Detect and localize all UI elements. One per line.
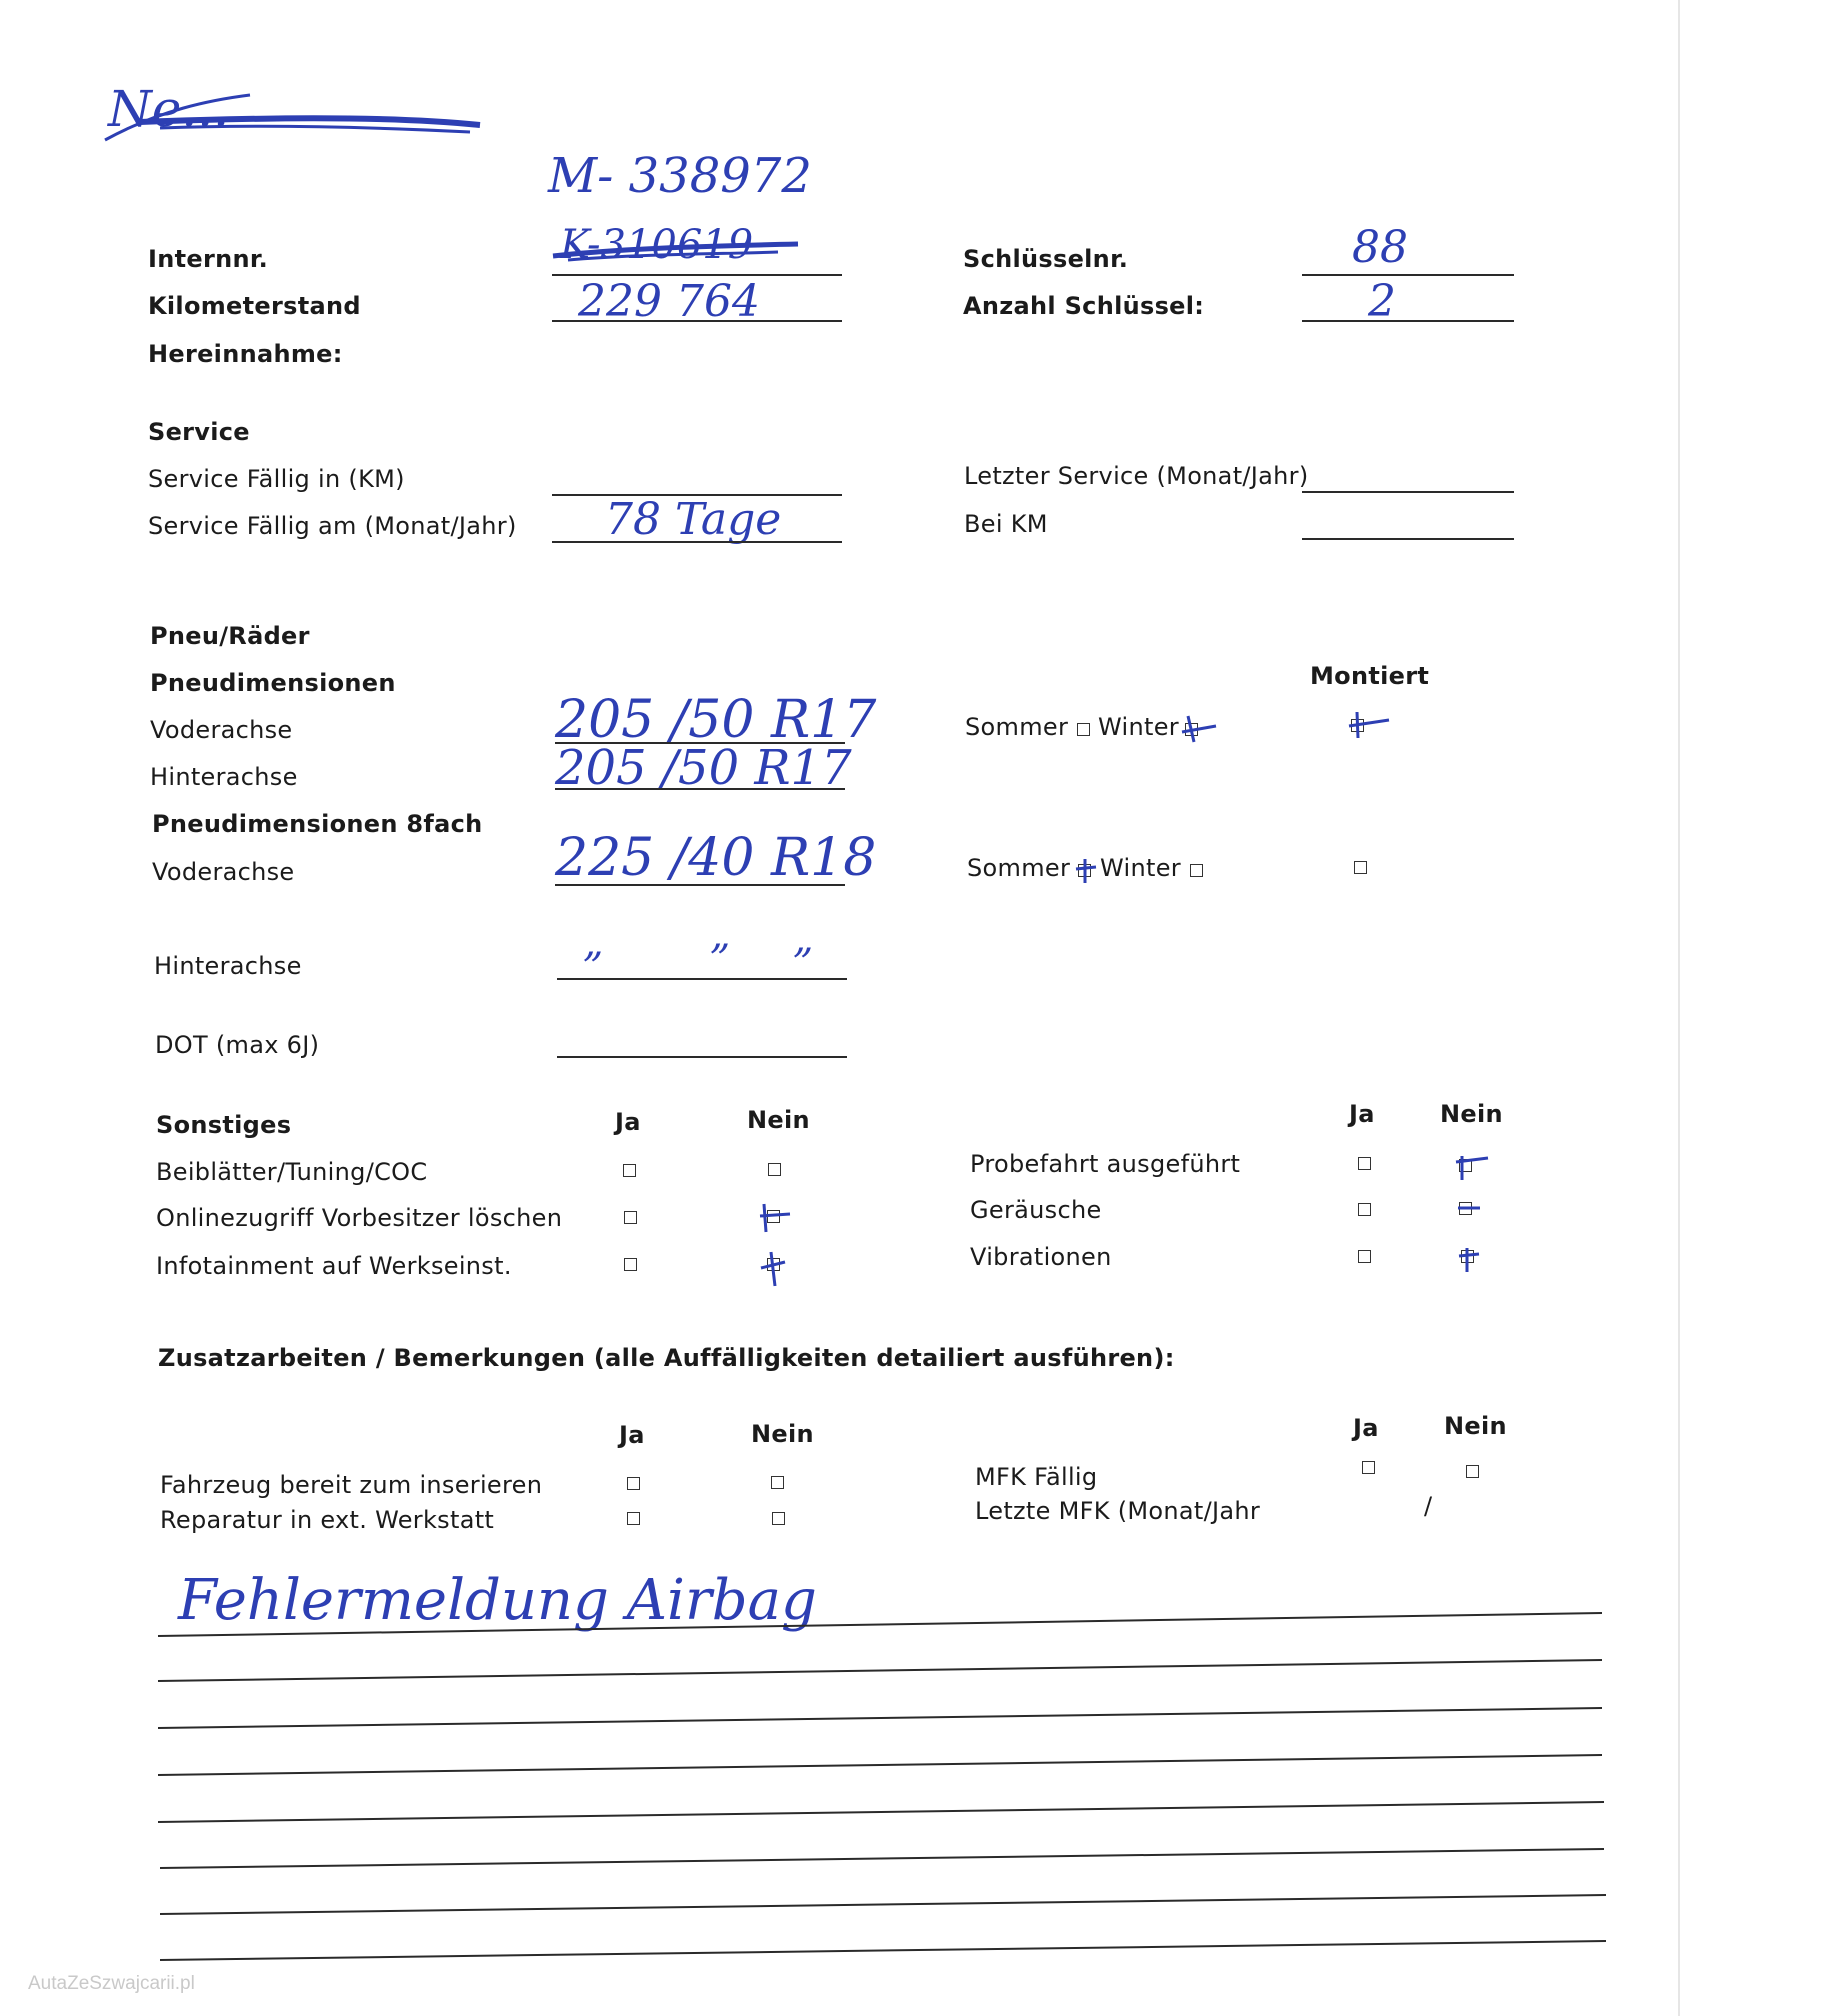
extra-item-ready-listing: Fahrzeug bereit zum inserieren	[160, 1471, 543, 1499]
misc-yes-header-right: Ja	[1349, 1100, 1375, 1128]
mileage-value: 229 764	[578, 276, 760, 327]
misc-infotainment-no-mark	[757, 1248, 791, 1290]
mfk-due-yes-checkbox[interactable]	[1362, 1461, 1375, 1474]
internal-number-old: K-310619	[560, 222, 754, 268]
at-km-line	[1302, 538, 1514, 540]
mileage-label: Kilometerstand	[148, 292, 361, 320]
extra-yes-header-left: Ja	[619, 1421, 645, 1449]
dot-line	[557, 1056, 847, 1058]
winter-checkbox-2[interactable]	[1190, 864, 1203, 877]
extra-no-header-right: Nein	[1444, 1412, 1507, 1440]
remark-handwriting: Fehlermeldung Airbag	[178, 1568, 817, 1633]
ditto-mark-2: „	[710, 912, 731, 958]
extra-ready-yes-checkbox[interactable]	[627, 1477, 640, 1490]
rear-axle-8fach-line	[557, 978, 847, 980]
misc-item-online-access: Onlinezugriff Vorbesitzer löschen	[156, 1204, 563, 1232]
mfk-last-slash: /	[1424, 1492, 1433, 1520]
internal-number-strike	[548, 228, 808, 268]
winter-check-mark-1	[1180, 712, 1220, 746]
ditto-mark-3: „	[793, 916, 814, 962]
service-due-km-label: Service Fällig in (KM)	[148, 465, 405, 493]
mounted-check-mark-1	[1345, 708, 1393, 742]
page-edge	[1678, 0, 1680, 2016]
dot-label: DOT (max 6J)	[155, 1031, 320, 1059]
rear-axle-line	[555, 788, 845, 790]
misc-item-infotainment: Infotainment auf Werkseinst.	[156, 1252, 512, 1280]
misc-title: Sonstiges	[156, 1111, 292, 1139]
rear-axle-label: Hinterachse	[150, 763, 298, 791]
internal-number-new: M- 338972	[548, 148, 812, 204]
misc-item-noise: Geräusche	[970, 1196, 1102, 1224]
internal-number-label: Internnr.	[148, 245, 269, 273]
front-axle-label: Voderachse	[150, 716, 293, 744]
watermark: AutaZeSzwajcarii.pl	[28, 1973, 195, 1994]
key-number-value: 88	[1352, 222, 1408, 273]
summer-check-mark-2	[1072, 855, 1100, 887]
front-axle-8fach-label: Voderachse	[152, 858, 295, 886]
misc-noise-no-mark	[1454, 1196, 1484, 1220]
mileage-line	[552, 320, 842, 322]
extra-repair-yes-checkbox[interactable]	[627, 1512, 640, 1525]
misc-item-test-drive: Probefahrt ausgeführt	[970, 1150, 1241, 1178]
service-due-date-line	[552, 541, 842, 543]
front-axle-8fach-value: 225 /40 R18	[555, 828, 877, 888]
mfk-due-no-checkbox[interactable]	[1466, 1465, 1479, 1478]
summer-label-2: Sommer	[967, 854, 1071, 882]
misc-item-coc: Beiblätter/Tuning/COC	[156, 1158, 428, 1186]
mounted-label: Montiert	[1310, 662, 1430, 690]
service-due-date-value: 78 Tage	[605, 494, 782, 545]
summer-checkbox-1[interactable]	[1077, 723, 1090, 736]
key-count-value: 2	[1368, 276, 1396, 327]
intake-label: Hereinnahme:	[148, 340, 343, 368]
key-count-label: Anzahl Schlüssel:	[963, 292, 1205, 320]
misc-coc-yes-checkbox[interactable]	[623, 1164, 636, 1177]
winter-label-2: Winter	[1100, 854, 1181, 882]
extra-item-external-repair: Reparatur in ext. Werkstatt	[160, 1506, 495, 1534]
strike-through-mark	[100, 80, 490, 150]
extra-title: Zusatzarbeiten / Bemerkungen (alle Auffälligkeiten detailiert ausführen):	[158, 1344, 1175, 1372]
extra-repair-no-checkbox[interactable]	[772, 1512, 785, 1525]
misc-online-no-mark	[756, 1200, 796, 1236]
last-service-line	[1302, 491, 1514, 493]
tire-dimensions-label: Pneudimensionen	[150, 669, 396, 697]
tire-dimensions-8fach-label: Pneudimensionen 8fach	[152, 810, 483, 838]
misc-no-header-left: Nein	[747, 1106, 810, 1134]
rear-axle-8fach-label: Hinterachse	[154, 952, 302, 980]
extra-yes-header-right: Ja	[1353, 1414, 1379, 1442]
front-axle-value: 205 /50 R17	[555, 690, 877, 750]
misc-coc-no-checkbox[interactable]	[768, 1163, 781, 1176]
rear-axle-value: 205 /50 R17	[555, 740, 852, 796]
summer-label-1: Sommer	[965, 713, 1069, 741]
key-number-label: Schlüsselnr.	[963, 245, 1129, 273]
extra-no-header-left: Nein	[751, 1420, 814, 1448]
winter-label-1: Winter	[1098, 713, 1179, 741]
misc-vibration-no-mark	[1455, 1244, 1485, 1276]
mfk-last-label: Letzte MFK (Monat/Jahr	[975, 1497, 1261, 1525]
remark-lines	[150, 1600, 1610, 1970]
misc-vibration-yes-checkbox[interactable]	[1358, 1250, 1371, 1263]
ditto-mark-1: „	[583, 920, 604, 966]
key-number-line	[1302, 274, 1514, 276]
mounted-checkbox-2[interactable]	[1354, 861, 1367, 874]
misc-online-yes-checkbox[interactable]	[624, 1211, 637, 1224]
mfk-due-label: MFK Fällig	[975, 1463, 1098, 1491]
extra-ready-no-checkbox[interactable]	[771, 1476, 784, 1489]
key-count-line	[1302, 320, 1514, 322]
misc-infotainment-yes-checkbox[interactable]	[624, 1258, 637, 1271]
misc-item-vibration: Vibrationen	[970, 1243, 1112, 1271]
service-title: Service	[148, 418, 250, 446]
misc-no-header-right: Nein	[1440, 1100, 1503, 1128]
misc-noise-yes-checkbox[interactable]	[1358, 1203, 1371, 1216]
service-due-date-label: Service Fällig am (Monat/Jahr)	[148, 512, 517, 540]
misc-test-drive-no-mark	[1452, 1150, 1492, 1184]
front-axle-8fach-line	[555, 884, 845, 886]
at-km-label: Bei KM	[964, 510, 1048, 538]
misc-yes-header-left: Ja	[615, 1108, 641, 1136]
tires-title: Pneu/Räder	[150, 622, 310, 650]
last-service-label: Letzter Service (Monat/Jahr)	[964, 462, 1309, 490]
top-scribble-text: Ne...	[108, 80, 230, 138]
misc-test-drive-yes-checkbox[interactable]	[1358, 1157, 1371, 1170]
